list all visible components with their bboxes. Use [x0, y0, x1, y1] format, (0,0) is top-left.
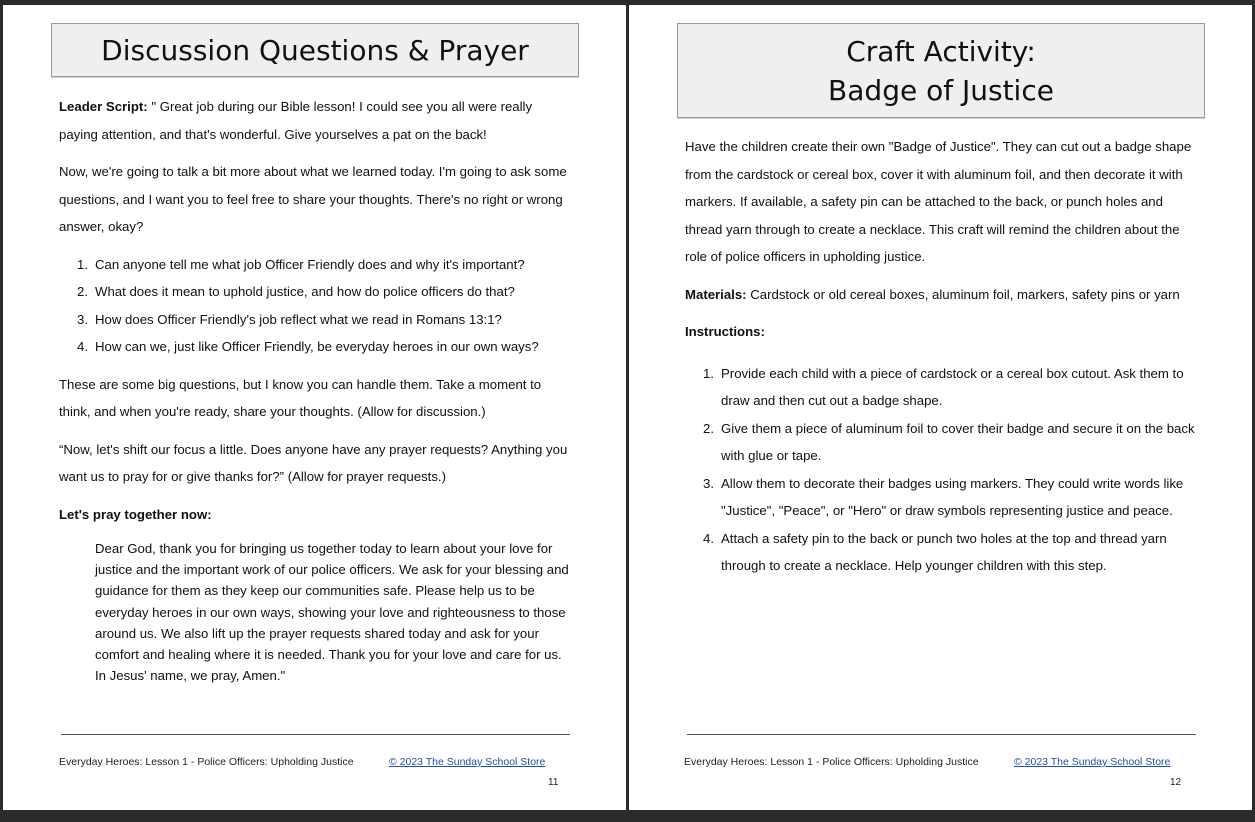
list-item-number: 4.: [77, 339, 88, 354]
list-item: [59, 251, 569, 279]
copyright-link[interactable]: © 2023 The Sunday School Store: [1014, 756, 1171, 768]
page-body: [59, 93, 569, 686]
list-item-number: 3.: [703, 475, 714, 491]
footer-divider: [61, 734, 570, 735]
page-body: [685, 133, 1195, 590]
pray-heading-paragraph: [59, 501, 569, 529]
instructions-heading-paragraph: [685, 318, 1195, 346]
materials-paragraph: [685, 281, 1195, 309]
list-item-text: How does Officer Friendly's job reflect what we read in Romans 13:1?: [95, 311, 502, 327]
discussion-paragraph: These are some big questions, but I know you can handle them. Take a moment to think, and when you're ready, share your thoughts. (Allow for discussion.): [59, 376, 542, 419]
list-item-number: 2.: [77, 284, 88, 299]
document-page-left: [3, 5, 626, 810]
page-title: Discussion Questions & Prayer: [101, 34, 529, 67]
instructions-heading: Instructions:: [685, 324, 765, 339]
page-number: 12: [1170, 777, 1182, 788]
list-item: [685, 525, 1195, 580]
list-item-number: 1.: [77, 256, 88, 272]
materials-label: Materials:: [685, 286, 747, 302]
page-title-box: [677, 23, 1205, 118]
list-item: [685, 360, 1195, 415]
page-title-box: [51, 23, 579, 77]
list-item-number: 2.: [703, 420, 714, 436]
footer-divider: [687, 734, 1196, 735]
list-item: [59, 278, 569, 306]
leader-script-paragraph: [59, 93, 569, 148]
page-title-line-1: Craft Activity:: [846, 35, 1036, 68]
discussion-questions-list: [59, 251, 569, 361]
footer-text: Everyday Heroes: Lesson 1 - Police Officers: Upholding Justice: [684, 756, 979, 768]
intro-paragraph: Have the children create their own "Badge of Justice". They can cut out a badge shape from the cardstock or cereal box, cover it with aluminum foil, and then decorate it with markers. If available, a safety pin can be attached to the back, or punch holes and thread yarn through to create a necklace. This craft will remind the children about the role of police officers in upholding justice.: [685, 139, 1192, 264]
pray-heading: Let's pray together now:: [59, 506, 212, 522]
instructions-list: [685, 360, 1195, 580]
list-item-text: Provide each child with a piece of cardstock or a cereal box cutout. Ask them to draw and then cut out a badge shape.: [721, 365, 1184, 408]
materials-text: Cardstock or old cereal boxes, aluminum foil, markers, safety pins or yarn: [746, 286, 1180, 302]
list-item-text: How can we, just like Officer Friendly, be everyday heroes in our own ways?: [95, 339, 539, 354]
page-title-line-2: Badge of Justice: [828, 74, 1054, 107]
list-item: [59, 306, 569, 334]
list-item-number: 1.: [703, 365, 714, 381]
intro-paragraph: Now, we're going to talk a bit more about what we learned today. I'm going to ask some questions, and I want you to feel free to share your thoughts. There's no right or wrong answer, okay?: [59, 164, 567, 234]
list-item-text: Allow them to decorate their badges using markers. They could write words like "Justice", "Peace", or "Hero" or draw symbols representing justice and peace.: [721, 475, 1184, 518]
document-page-right: [629, 5, 1252, 810]
prayer-request-paragraph: “Now, let's shift our focus a little. Does anyone have any prayer requests? Anything you want us to pray for or give thanks for?” (Allow for prayer requests.): [59, 441, 568, 484]
footer-text: Everyday Heroes: Lesson 1 - Police Officers: Upholding Justice: [59, 756, 354, 768]
list-item-text: Give them a piece of aluminum foil to cover their badge and secure it on the back with glue or tape.: [721, 420, 1195, 463]
list-item-text: Can anyone tell me what job Officer Friendly does and why it's important?: [95, 256, 525, 272]
list-item: [685, 415, 1195, 470]
list-item-number: 3.: [77, 311, 88, 327]
leader-script-text: " Great job during our Bible lesson! I could see you all were really paying attention, and that's wonderful. Give yourselves a pat on the back!: [59, 99, 533, 142]
list-item-text: Attach a safety pin to the back or punch two holes at the top and thread yarn through to create a necklace. Help younger children with this step.: [721, 530, 1167, 573]
leader-script-label: Leader Script:: [59, 99, 148, 114]
copyright-link[interactable]: © 2023 The Sunday School Store: [389, 756, 546, 768]
list-item-text: What does it mean to uphold justice, and how do police officers do that?: [95, 284, 515, 299]
list-item: [59, 333, 569, 361]
list-item-number: 4.: [703, 530, 714, 546]
prayer-text: Dear God, thank you for bringing us together today to learn about your love for justice and the important work of our police officers. We ask for your blessing and guidance for them as they keep our communities safe. Please help us to be everyday heroes in our own ways, showing your love and righteousness to those around us. We also lift up the prayer requests shared today and ask for your comfort and healing where it is needed. Thank you for your love and care for us. In Jesus' name, we pray, Amen.": [95, 541, 569, 684]
list-item: [685, 470, 1195, 525]
page-number: 11: [548, 777, 559, 788]
